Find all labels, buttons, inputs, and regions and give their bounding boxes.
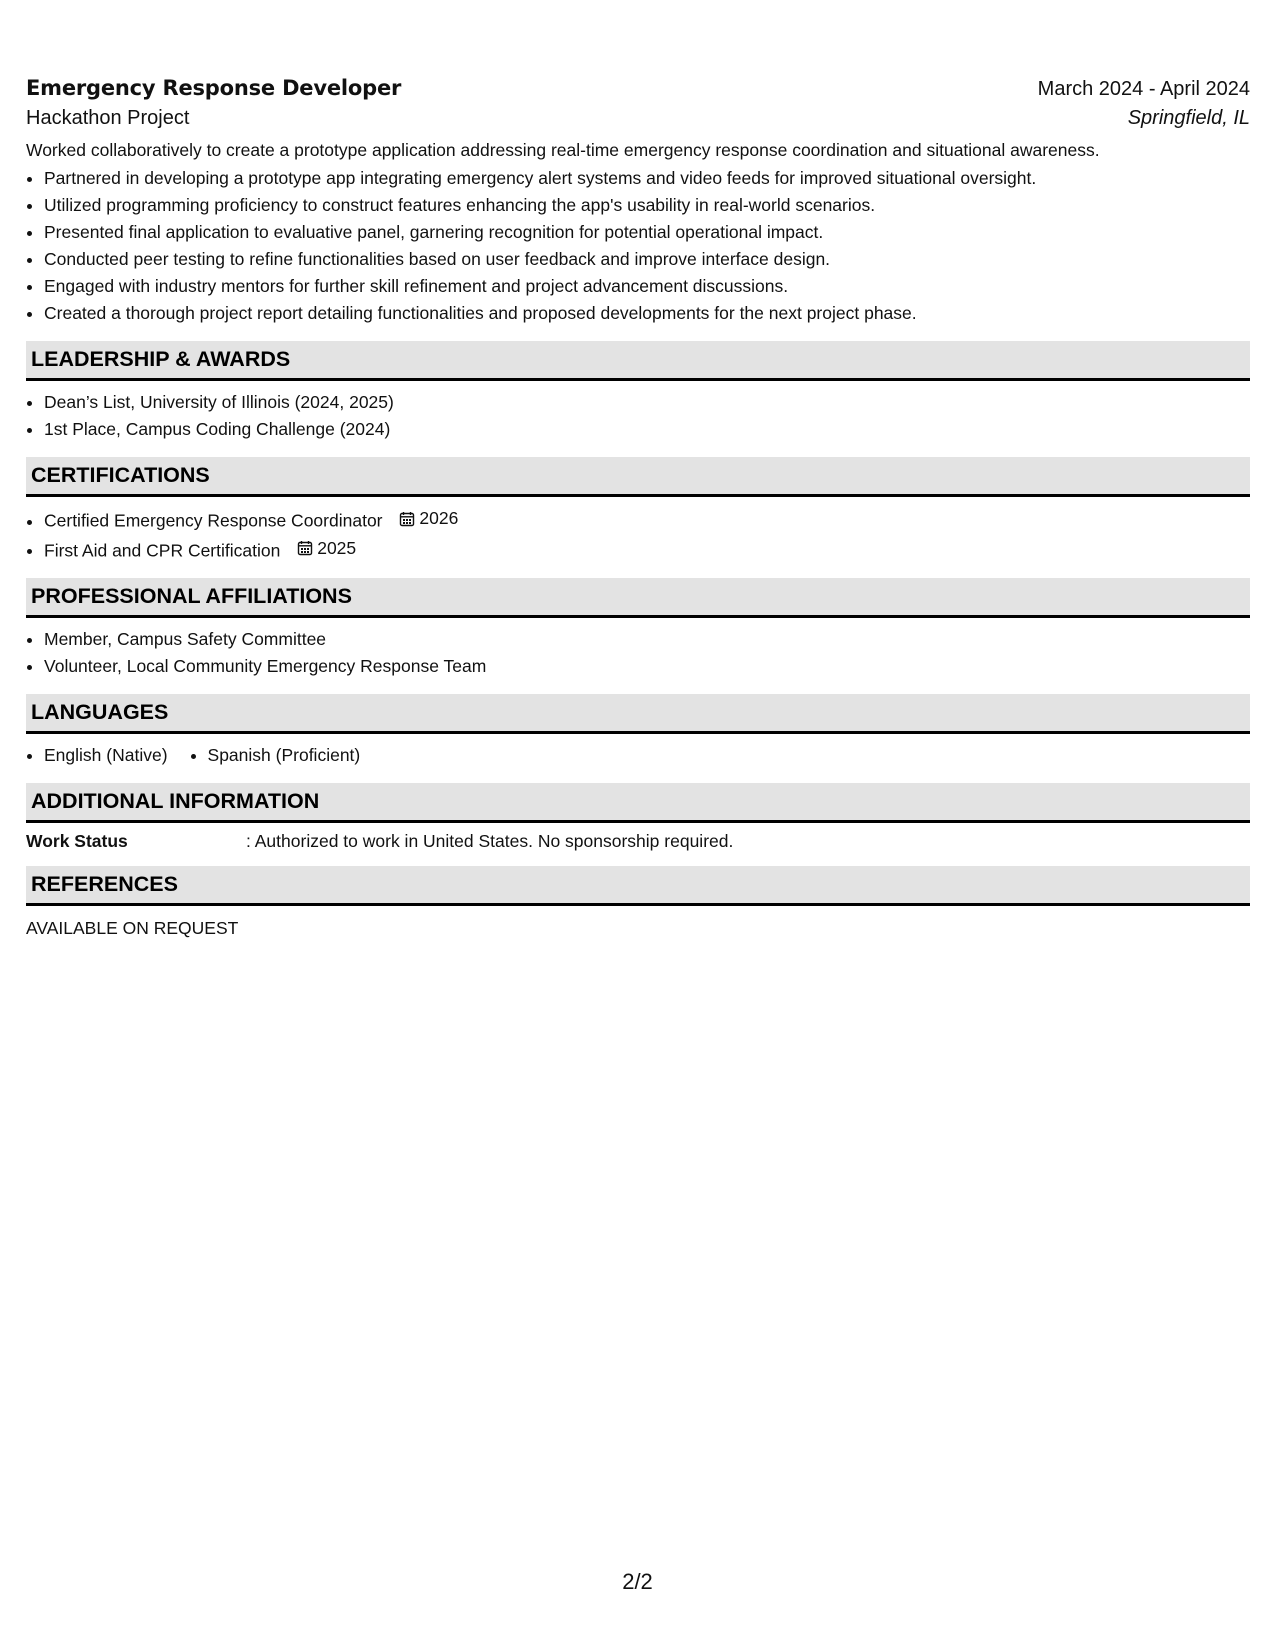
experience-bullet: • Partnered in developing a prototype app integrating emergency alert systems and video feeds for improved situational oversight.	[44, 165, 1250, 192]
experience-bullet: • Engaged with industry mentors for further skill refinement and project advancement discussions.	[44, 273, 1250, 300]
experience-bullet: • Utilized programming proficiency to construct features enhancing the app's usability in real-world scenarios.	[44, 192, 1250, 219]
languages-section	[26, 694, 1250, 769]
experience-header-row	[26, 76, 1250, 101]
job-summary: Worked collaboratively to create a prototype application addressing real-time emergency response coordination and situational awareness.	[26, 140, 1100, 160]
certification-item	[44, 535, 1250, 565]
certification-date	[297, 535, 356, 562]
certification-name: First Aid and CPR Certification	[44, 540, 281, 560]
certification-name: Certified Emergency Response Coordinator	[44, 510, 383, 531]
list-item: • Volunteer, Local Community Emergency Response Team	[44, 653, 1250, 680]
experience-bullet: • Presented final application to evaluative panel, garnering recognition for potential operational impact.	[44, 219, 1250, 246]
job-title: Emergency Response Developer	[26, 76, 402, 100]
affiliations-list	[26, 626, 1250, 680]
resume-page	[26, 76, 1250, 939]
certifications-section	[26, 457, 1250, 564]
certification-year: 2026	[419, 508, 459, 528]
experience-bullets	[26, 165, 1250, 327]
list-item: • 1st Place, Campus Coding Challenge (2024)	[44, 416, 1250, 443]
experience-bullet: • Conducted peer testing to refine functionalities based on user feedback and improve interface design.	[44, 246, 1250, 273]
section-heading: REFERENCES	[26, 866, 1250, 906]
certification-date	[399, 505, 458, 532]
list-item: • Dean’s List, University of Illinois (2024, 2025)	[44, 389, 1250, 416]
work-status-label: Work Status	[26, 831, 128, 851]
additional-section	[26, 783, 1250, 852]
experience-entry	[26, 76, 1250, 327]
page-number: 2/2	[622, 1569, 653, 1594]
experience-subheader-row	[26, 101, 1250, 130]
job-dates: March 2024 - April 2024	[1037, 78, 1250, 100]
certification-item	[44, 505, 1250, 535]
certification-year: 2025	[317, 537, 357, 558]
calendar-icon	[297, 540, 313, 556]
work-status-value: : Authorized to work in United States. No sponsorship required.	[246, 831, 734, 851]
leadership-list	[26, 389, 1250, 443]
language-item: • English (Native)	[44, 742, 168, 769]
languages-list	[26, 742, 1250, 769]
language-item: • Spanish (Proficient)	[208, 742, 361, 769]
section-heading: LANGUAGES	[26, 694, 1250, 734]
list-item: • Member, Campus Safety Committee	[44, 626, 1250, 653]
job-location: Springfield, IL	[1127, 107, 1250, 129]
section-heading: CERTIFICATIONS	[26, 457, 1250, 497]
work-status-row	[26, 831, 1250, 852]
experience-bullet: • Created a thorough project report detailing functionalities and proposed developments for the next project phase.	[44, 300, 1250, 327]
references-section	[26, 866, 1250, 939]
section-heading: LEADERSHIP & AWARDS	[26, 341, 1250, 381]
leadership-section	[26, 341, 1250, 443]
section-heading: PROFESSIONAL AFFILIATIONS	[26, 578, 1250, 618]
affiliations-section	[26, 578, 1250, 680]
references-text: AVAILABLE ON REQUEST	[26, 918, 239, 938]
certifications-list	[26, 505, 1250, 564]
section-heading: ADDITIONAL INFORMATION	[26, 783, 1250, 823]
job-organization: Hackathon Project	[26, 107, 190, 129]
calendar-icon	[399, 511, 415, 527]
